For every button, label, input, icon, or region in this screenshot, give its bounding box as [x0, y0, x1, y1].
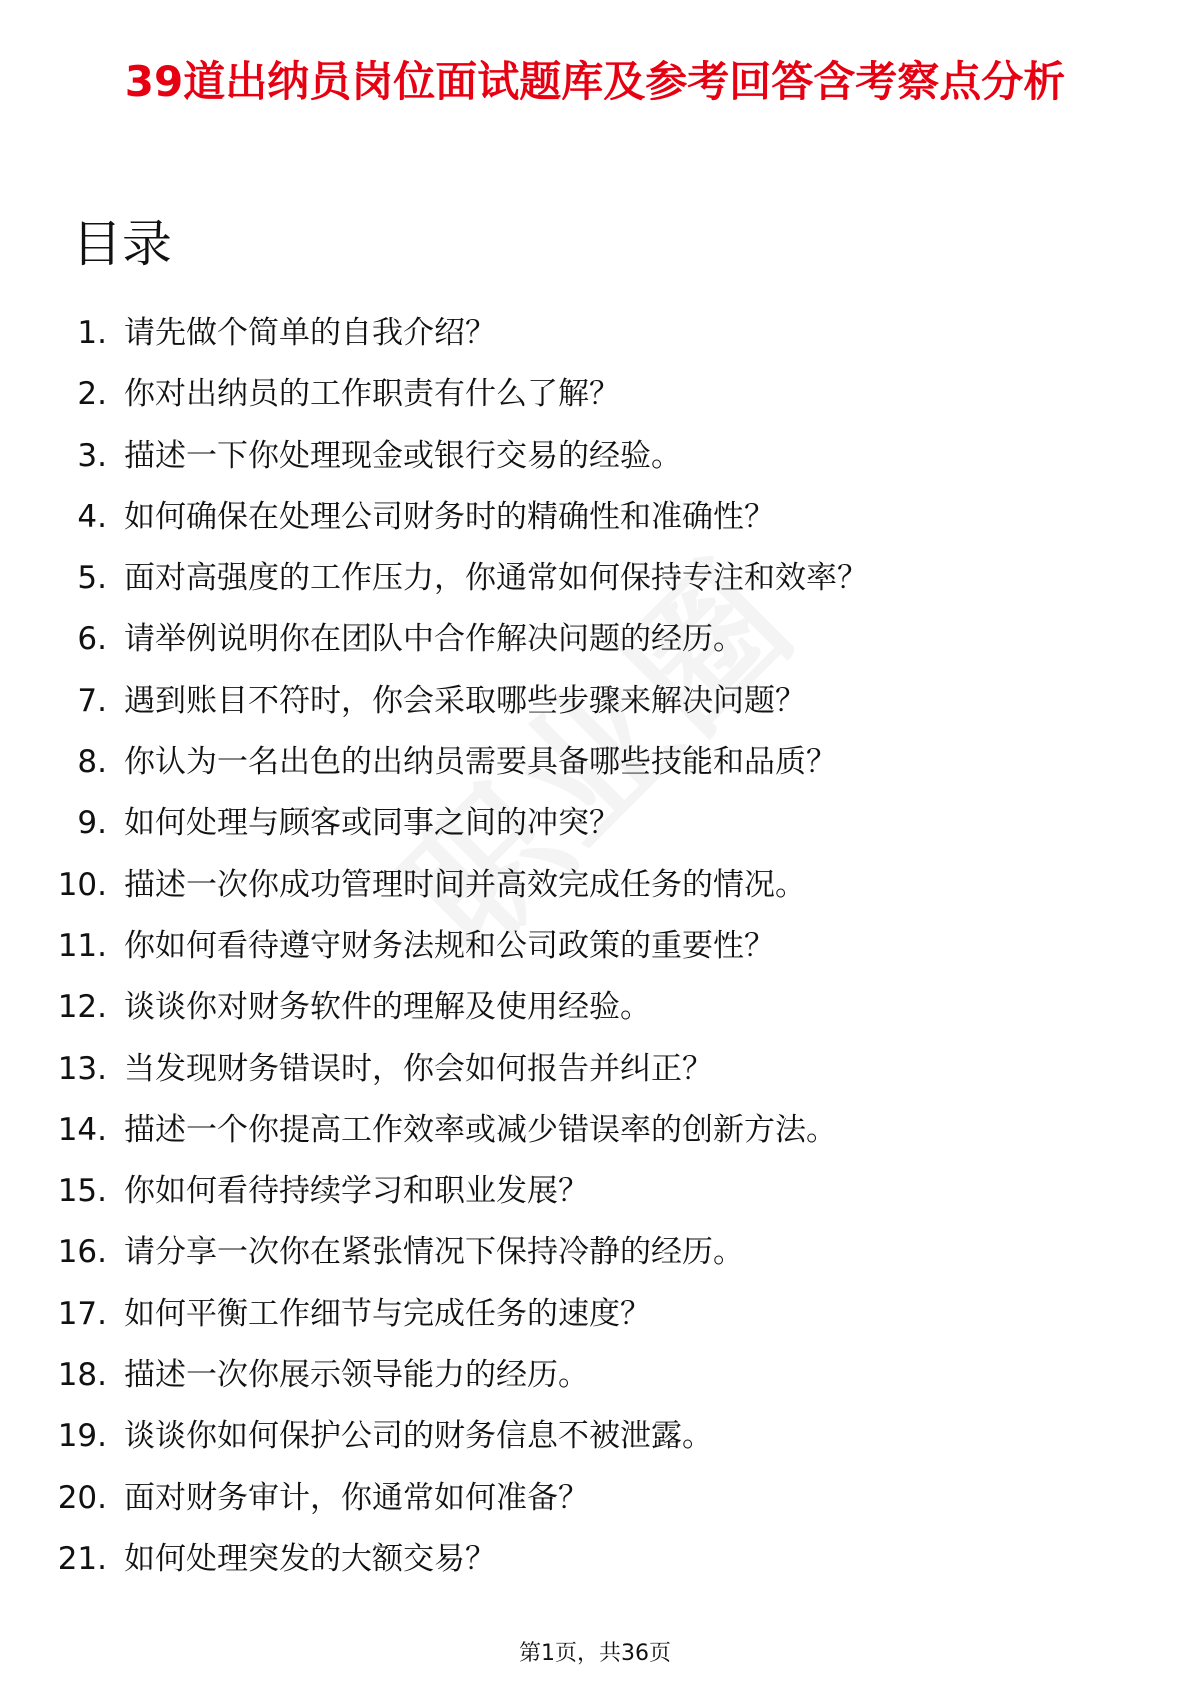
toc-item-number: 12. [57, 989, 107, 1026]
toc-item-number: 11. [57, 927, 107, 964]
toc-item[interactable] [0, 313, 1190, 374]
toc-item-text: 如何处理与顾客或同事之间的冲突？ [124, 805, 620, 842]
toc-item-text: 描述一个你提高工作效率或减少错误率的创新方法。 [124, 1111, 837, 1148]
toc-item[interactable] [0, 1049, 1190, 1110]
toc-item-text: 请分享一次你在紧张情况下保持冷静的经历。 [124, 1234, 744, 1271]
toc-item[interactable] [0, 681, 1190, 742]
toc-item[interactable] [0, 1171, 1190, 1232]
toc-item-number: 14. [57, 1111, 107, 1148]
toc-item[interactable] [0, 1355, 1190, 1416]
toc-item-number: 7. [77, 682, 107, 719]
toc-item-text: 你认为一名出色的出纳员需要具备哪些技能和品质？ [124, 744, 837, 781]
toc-item[interactable] [0, 926, 1190, 987]
toc-item[interactable] [0, 1539, 1190, 1600]
toc-item-text: 描述一次你成功管理时间并高效完成任务的情况。 [124, 866, 806, 903]
document-title: 39道出纳员岗位面试题库及参考回答含考察点分析 [124, 57, 1066, 106]
toc-item-number: 17. [57, 1295, 107, 1332]
toc-item[interactable] [0, 803, 1190, 864]
toc-item-text: 请先做个简单的自我介绍？ [124, 315, 496, 351]
toc-item[interactable] [0, 619, 1190, 680]
toc-item-number: 13. [57, 1050, 107, 1087]
toc-item-text: 请举例说明你在团队中合作解决问题的经历。 [124, 621, 744, 658]
toc-item-text: 面对财务审计，你通常如何准备？ [124, 1479, 589, 1516]
toc-item[interactable] [0, 374, 1190, 435]
toc-item[interactable] [0, 1110, 1190, 1171]
toc-item-number: 15. [57, 1173, 107, 1210]
toc-item[interactable] [0, 1294, 1190, 1355]
toc-item-number: 6. [77, 621, 107, 658]
toc-item-text: 谈谈你如何保护公司的财务信息不被泄露。 [124, 1418, 713, 1455]
toc-item[interactable] [0, 1416, 1190, 1477]
toc-item[interactable] [0, 987, 1190, 1048]
toc-item-number: 2. [77, 376, 107, 413]
toc-item-number: 20. [57, 1479, 107, 1516]
toc-item[interactable] [0, 1232, 1190, 1293]
toc-item-number: 18. [57, 1357, 107, 1394]
toc-item-number: 10. [57, 866, 107, 903]
toc-item-text: 描述一下你处理现金或银行交易的经验。 [124, 437, 682, 474]
page-footer: 第1页，共36页 [519, 1641, 671, 1666]
toc-item[interactable] [0, 436, 1190, 497]
toc-item-number: 19. [57, 1418, 107, 1455]
toc-item-text: 如何平衡工作细节与完成任务的速度？ [124, 1295, 651, 1332]
toc-item[interactable] [0, 558, 1190, 619]
toc-item[interactable] [0, 1478, 1190, 1539]
toc-item-number: 8. [77, 744, 107, 781]
toc-item-text: 如何处理突发的大额交易？ [124, 1540, 496, 1577]
toc-item-text: 面对高强度的工作压力，你通常如何保持专注和效率？ [124, 560, 868, 597]
toc-list [0, 313, 1190, 1600]
toc-item-text: 你对出纳员的工作职责有什么了解？ [124, 376, 620, 413]
toc-item[interactable] [0, 865, 1190, 926]
toc-heading: 目录 [72, 215, 172, 273]
toc-item[interactable] [0, 742, 1190, 803]
toc-item-text: 谈谈你对财务软件的理解及使用经验。 [124, 989, 651, 1026]
toc-item-text: 你如何看待遵守财务法规和公司政策的重要性？ [124, 927, 775, 964]
toc-item-number: 3. [77, 437, 107, 474]
toc-item-number: 9. [77, 805, 107, 842]
toc-item-text: 你如何看待持续学习和职业发展？ [124, 1173, 589, 1210]
toc-item-text: 描述一次你展示领导能力的经历。 [124, 1357, 589, 1394]
toc-item-number: 16. [57, 1234, 107, 1271]
toc-item-text: 遇到账目不符时，你会采取哪些步骤来解决问题？ [124, 682, 806, 719]
toc-item-number: 4. [77, 498, 107, 535]
toc-item[interactable] [0, 497, 1190, 558]
toc-item-number: 21. [57, 1540, 107, 1577]
toc-item-number: 1. [77, 315, 107, 351]
toc-item-number: 5. [77, 560, 107, 597]
toc-item-text: 如何确保在处理公司财务时的精确性和准确性？ [124, 498, 775, 535]
toc-item-text: 当发现财务错误时，你会如何报告并纠正？ [124, 1050, 713, 1087]
